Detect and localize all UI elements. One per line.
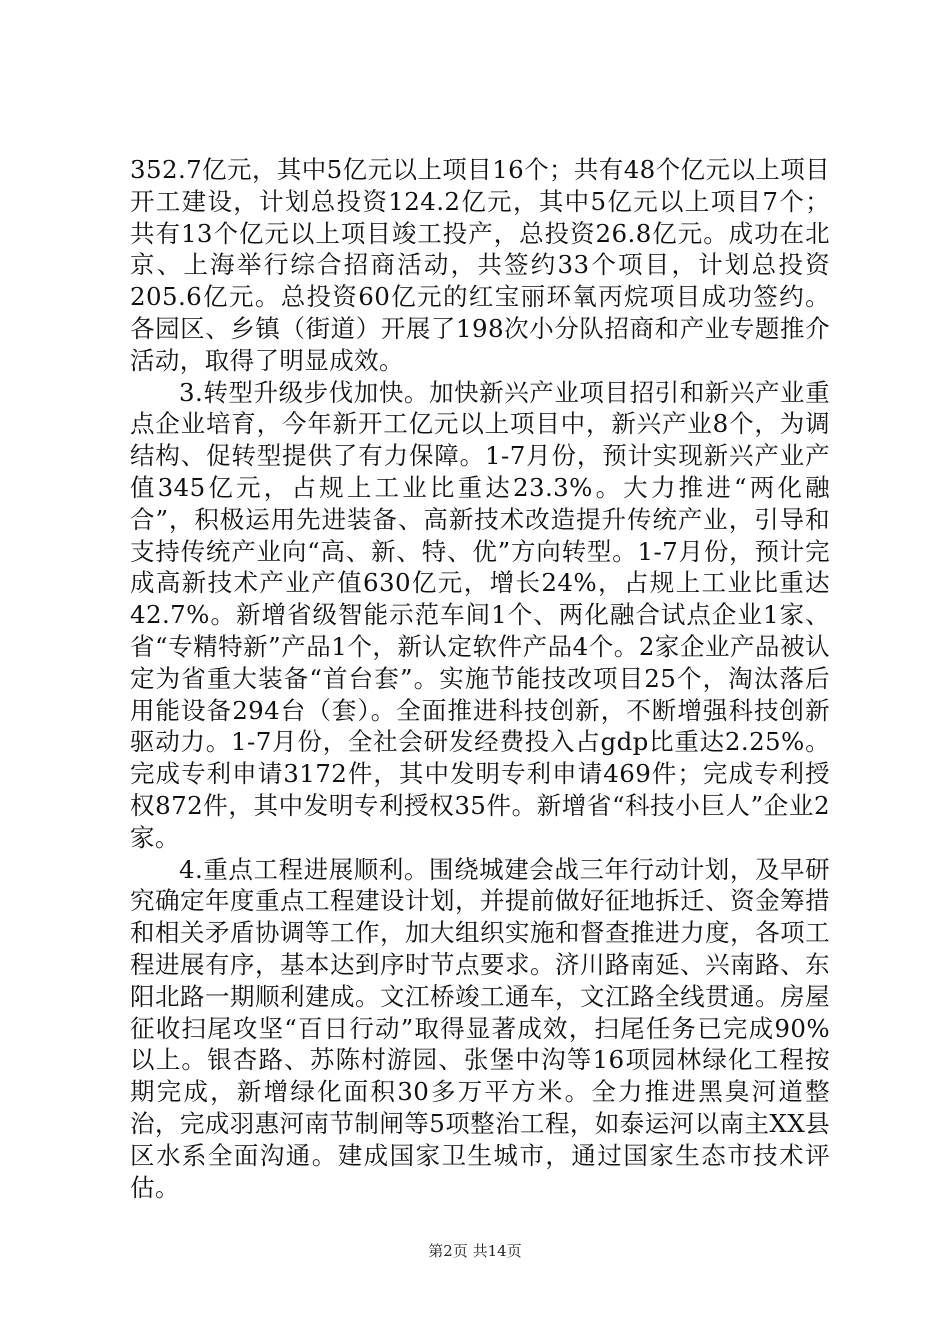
page-number-footer: 第2页 共14页 — [428, 1242, 522, 1260]
document-body — [130, 154, 830, 1203]
paragraph-transformation-upgrade: 3.转型升级步伐加快。加快新兴产业项目招引和新兴产业重点企业培育，今年新开工亿元以上项目中，新兴产业8个，为调结构、促转型提供了有力保障。1-7月份，预计实现新兴产业产值345亿元，占规上工业比重达23.3%。大力推进“两化融合”，积极运用先进装备、高新技术改造提升传统产业，引导和支持传统产业向“高、新、特、优”方向转型。1-7月份，预计完成高新技术产业产值630亿元，增长24%，占规上工业比重达42.7%。新增省级智能示范车间1个、两化融合试点企业1家、省“专精特新”产品1个，新认定软件产品4个。2家企业产品被认定为省重大装备“首台套”。实施节能技改项目25个，淘汰落后用能设备294台（套）。全面推进科技创新，不断增强科技创新驱动力。1-7月份，全社会研发经费投入占gdp比重达2.25%。完成专利申请3172件，其中发明专利申请469件；完成专利授权872件，其中发明专利授权35件。新增省“科技小巨人”企业2家。 — [130, 377, 830, 852]
paragraph-key-projects: 4.重点工程进展顺利。围绕城建会战三年行动计划，及早研究确定年度重点工程建设计划，并提前做好征地拆迁、资金筹措和相关矛盾协调等工作，加大组织实施和督查推进力度，各项工程进展有序，基本达到序时节点要求。济川路南延、兴南路、东阳北路一期顺利建成。文江桥竣工通车，文江路全线贯通。房屋征收扫尾攻坚“百日行动”取得显著成效，扫尾任务已完成90%以上。银杏路、苏陈村游园、张堡中沟等16项园林绿化工程按期完成，新增绿化面积30多万平方米。全力推进黑臭河道整治，完成羽惠河南节制闸等5项整治工程，如泰运河以南主XX县区水系全面沟通。建成国家卫生城市，通过国家生态市技术评估。 — [130, 854, 830, 1202]
paragraph-investment-continued: 352.7亿元，其中5亿元以上项目16个；共有48个亿元以上项目开工建设，计划总投资124.2亿元，其中5亿元以上项目7个；共有13个亿元以上项目竣工投产，总投资26.8亿元。成功在北京、上海举行综合招商活动，共签约33个项目，计划总投资205.6亿元。总投资60亿元的红宝丽环氧丙烷项目成功签约。各园区、乡镇（街道）开展了198次小分队招商和产业专题推介活动，取得了明显成效。 — [130, 155, 830, 375]
